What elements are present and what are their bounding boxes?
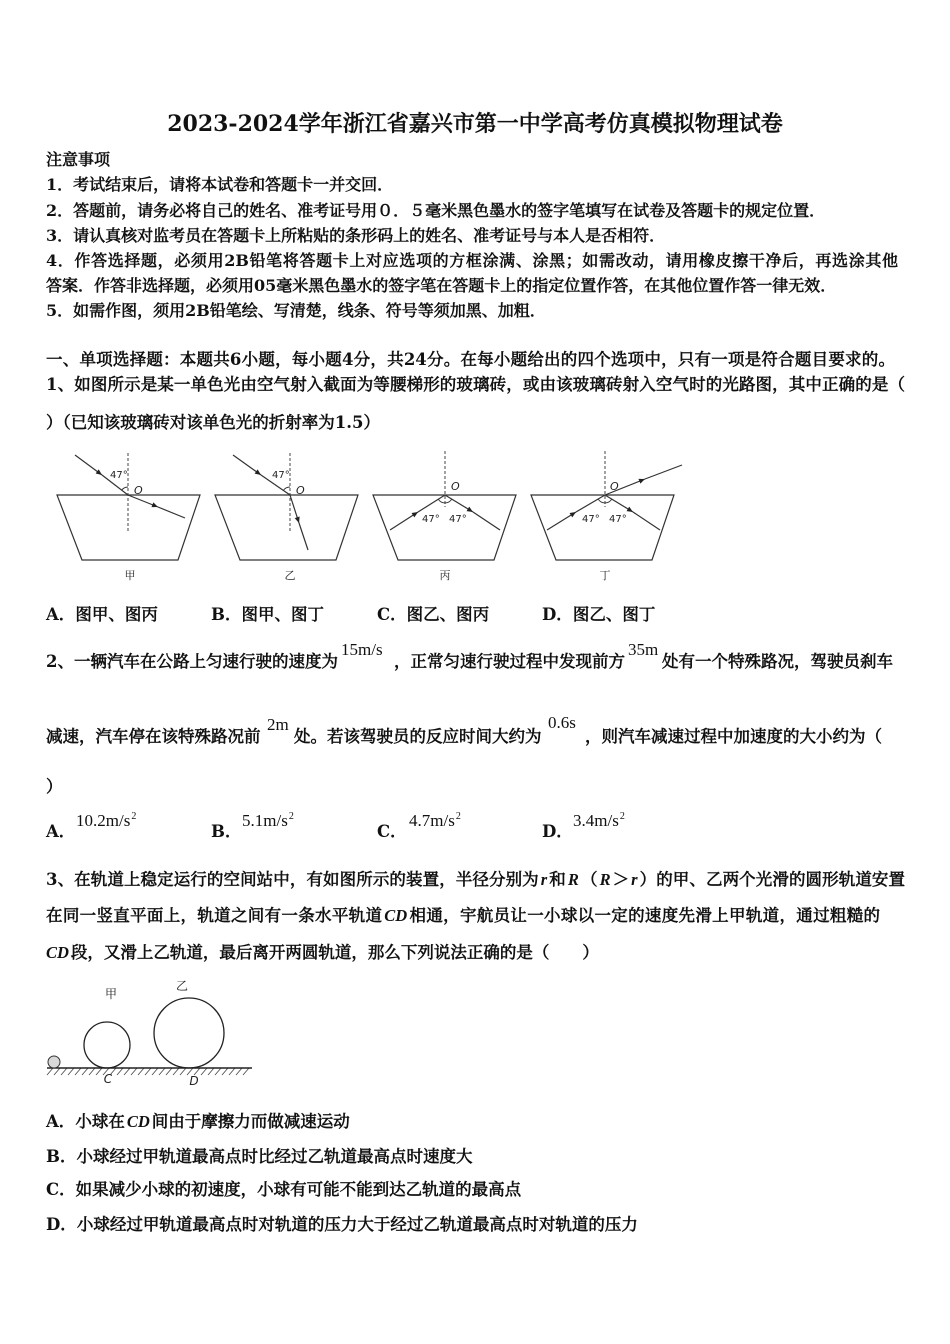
ray-arrowhead	[638, 479, 645, 484]
q2-option-b-key[interactable]: B．	[211, 822, 242, 841]
ground-hatch-mark	[131, 1068, 137, 1075]
angle-label: 47°	[272, 470, 290, 481]
q3-option-c[interactable]	[46, 1180, 521, 1200]
ray-arrowhead	[255, 469, 261, 475]
option-key: A．	[46, 605, 76, 624]
angle-label: 47°	[582, 514, 600, 525]
q2-line-2-text: 处。若该驾驶员的反应时间大约为	[294, 727, 542, 746]
q1-option-b[interactable]	[211, 605, 324, 625]
option-text: 图甲、图丙	[75, 605, 158, 624]
text-run: （	[580, 870, 598, 889]
q2-line-1-text: 2、一辆汽车在公路上匀速行驶的速度为	[46, 652, 338, 671]
refracted-ray	[645, 465, 682, 479]
ground-hatch-mark	[166, 1068, 172, 1075]
text-run: 和	[549, 870, 566, 889]
q2-line-1-text: 处有一个特殊路况，驾驶员刹车	[662, 652, 893, 671]
q2-option-d-value[interactable]	[573, 811, 625, 831]
q2-line-3-text: ）	[46, 777, 63, 796]
q2-line-2-text: ，则汽车减速过程中加速度的大小约为（	[585, 727, 882, 746]
figure-ding	[531, 451, 682, 560]
option-text: 小球经过甲轨道最高点时对轨道的压力大于经过乙轨道最高点时对轨道的压力	[76, 1215, 638, 1234]
option-exponent: 2	[288, 811, 294, 822]
q3-line-1	[46, 870, 905, 890]
ground-hatch-mark	[152, 1068, 158, 1075]
option-key: D．	[542, 605, 573, 624]
ground-hatch-mark	[54, 1068, 60, 1075]
figure-label-ding: 丁	[599, 569, 611, 582]
q2-option-a-value[interactable]	[76, 811, 136, 831]
segment-cd: CD	[46, 943, 69, 962]
figure-label-jia: 甲	[124, 569, 136, 582]
ground-hatch-mark	[124, 1068, 130, 1075]
variable-r: r	[631, 870, 638, 889]
ground-hatch-mark	[243, 1068, 249, 1075]
point-o-label: O	[296, 484, 305, 497]
q1-figure	[50, 445, 690, 590]
q2-option-b-value[interactable]	[242, 811, 294, 831]
angle-arc	[122, 487, 128, 490]
refracted-ray	[299, 523, 308, 550]
option-key: D．	[46, 1215, 77, 1234]
figure-label-yi: 乙	[284, 569, 296, 582]
small-circular-track	[84, 1022, 130, 1068]
incident-ray	[418, 495, 445, 512]
q2-speed-value: 15m/s	[341, 640, 383, 659]
angle-label: 47°	[110, 470, 128, 481]
ray-arrowhead	[295, 516, 300, 523]
option-exponent: 2	[131, 811, 137, 822]
figure-label-bing: 丙	[439, 569, 451, 582]
ground-hatch-mark	[180, 1068, 186, 1075]
small-track-label: 甲	[104, 987, 118, 1001]
q2-option-a-key[interactable]: A．	[46, 822, 76, 841]
incident-ray	[576, 495, 605, 512]
angle-label: 47°	[609, 514, 627, 525]
option-key: B．	[211, 605, 242, 624]
notice-line-4a: 4．作答选择题，必须用2B铅笔将答题卡上对应选项的方框涂满、涂黑；如需改动，请用橡皮擦干净后，再选涂其他	[46, 251, 898, 270]
ray-arrowhead	[412, 512, 418, 517]
q3-line-2	[46, 906, 880, 926]
option-text: 如果减少小球的初速度，小球有可能不能到达乙轨道的最高点	[75, 1180, 522, 1199]
option-text: 小球经过甲轨道最高点时比经过乙轨道最高点时速度大	[76, 1147, 473, 1166]
q3-figure	[40, 970, 260, 1090]
option-value: 5.1m/s	[242, 811, 288, 830]
point-o-label: O	[134, 484, 143, 497]
point-o-label: O	[451, 480, 460, 493]
q2-line-2-text: 减速，汽车停在该特殊路况前	[46, 727, 261, 746]
variable-r: r	[540, 870, 548, 889]
q2-line-1-text: ，正常匀速行驶过程中发现前方	[394, 652, 625, 671]
option-key: C．	[377, 605, 407, 624]
page-title: 2023-2024学年浙江省嘉兴市第一中学高考仿真模拟物理试卷	[167, 111, 783, 137]
q2-option-c-key[interactable]: C．	[377, 822, 407, 841]
ground-hatch-mark	[117, 1068, 123, 1075]
q2-reaction-time-value: 0.6s	[548, 713, 576, 732]
large-track-label: 乙	[175, 979, 189, 993]
angle-arc	[283, 487, 290, 490]
q1-option-c[interactable]	[377, 605, 489, 625]
variable-R: R	[599, 870, 611, 889]
ground-hatch-mark	[173, 1068, 179, 1075]
ray-arrowhead	[570, 512, 576, 517]
notice-line-5: 5．如需作图，须用2B铅笔绘、写清楚，线条、符号等须加黑、加粗．	[46, 301, 546, 320]
ground-hatch-mark	[61, 1068, 67, 1075]
point-o-label: O	[610, 480, 619, 493]
ground-hatch-mark	[159, 1068, 165, 1075]
option-key: B．	[46, 1147, 77, 1166]
option-text: 间由于摩擦力而做减速运动	[151, 1112, 350, 1131]
option-text: 图甲、图丁	[241, 605, 324, 624]
ground-hatch-mark	[229, 1068, 235, 1075]
refracted-ray	[158, 507, 185, 518]
text-run: ）的甲、乙两个光滑的圆形轨道安置	[639, 870, 906, 889]
option-exponent: 2	[619, 811, 625, 822]
ground-hatch-mark	[96, 1068, 102, 1075]
q3-option-a[interactable]	[46, 1112, 350, 1132]
segment-cd: CD	[126, 1112, 150, 1131]
option-text: 图乙、图丁	[572, 605, 656, 624]
ground-hatch-mark	[47, 1068, 53, 1075]
ground-hatch-mark	[68, 1068, 74, 1075]
q3-option-b[interactable]	[46, 1147, 472, 1167]
variable-R: R	[567, 870, 579, 889]
option-text: 小球在	[75, 1112, 125, 1131]
notice-line-4b: 答案．作答非选择题，必须用05毫米黑色墨水的签字笔在答题卡上的指定位置作答，在其他位置作答一律无效．	[46, 276, 837, 295]
option-value: 10.2m/s	[76, 811, 131, 830]
glass-trapezoid	[531, 495, 674, 560]
ground-hatch-mark	[201, 1068, 207, 1075]
ball	[48, 1056, 60, 1068]
ground-hatch-mark	[138, 1068, 144, 1075]
q1-option-d[interactable]	[542, 605, 655, 625]
ray-arrowhead	[96, 469, 102, 475]
q2-distance-value: 35m	[628, 640, 659, 659]
text-run: 段，又滑上乙轨道，最后离开两圆轨道，那么下列说法正确的是（ ）	[70, 943, 599, 962]
glass-trapezoid	[57, 495, 200, 560]
glass-trapezoid	[215, 495, 358, 560]
ground-hatching	[47, 1068, 249, 1075]
option-value: 3.4m/s	[573, 811, 619, 830]
large-circular-track	[154, 998, 224, 1068]
reflected-ray	[633, 512, 660, 530]
figure-jia	[57, 453, 200, 560]
q1-option-a[interactable]	[46, 605, 158, 625]
text-run: 相通，宇航员让一小球以一定的速度先滑上甲轨道，通过粗糙的	[409, 906, 881, 925]
text-run: ＞	[612, 870, 630, 889]
text-run: 3、在轨道上稳定运行的空间站中，有如图所示的装置，半径分别为	[46, 870, 539, 889]
text-run: 在同一竖直平面上，轨道之间有一条水平轨道	[46, 906, 383, 925]
reflected-ray	[473, 512, 500, 530]
option-exponent: 2	[455, 811, 461, 822]
option-key: A．	[46, 1112, 76, 1131]
q2-option-d-key[interactable]: D．	[542, 822, 573, 841]
figure-bing	[373, 451, 516, 560]
ground-hatch-mark	[82, 1068, 88, 1075]
q2-option-c-value[interactable]	[409, 811, 461, 831]
q2-stop-distance-value: 2m	[267, 715, 289, 734]
ground-hatch-mark	[208, 1068, 214, 1075]
ground-hatch-mark	[145, 1068, 151, 1075]
point-c-label: C	[103, 1072, 113, 1086]
notice-line-3: 3．请认真核对监考员在答题卡上所粘贴的条形码上的姓名、准考证号与本人是否相符．	[46, 226, 666, 245]
section-heading: 一、单项选择题：本题共6小题，每小题4分，共24分。在每小题给出的四个选项中，只有一项是符合题目要求的。	[46, 350, 895, 369]
q1-line-2: ）（已知该玻璃砖对该单色光的折射率为1.5）	[46, 413, 380, 432]
angle-label: 47°	[449, 514, 467, 525]
option-value: 4.7m/s	[409, 811, 455, 830]
option-text: 图乙、图丙	[406, 605, 490, 624]
notice-line-1: 1．考试结束后，请将本试卷和答题卡一并交回．	[46, 175, 394, 194]
option-key: C．	[46, 1180, 76, 1199]
ground-hatch-mark	[215, 1068, 221, 1075]
notice-line-2: 2．答题前，请务必将自己的姓名、准考证号用０．５毫米黑色墨水的签字笔填写在试卷及答题卡的规定位置．	[46, 201, 826, 220]
q3-option-d[interactable]	[46, 1215, 638, 1235]
q1-line-1: 1、如图所示是某一单色光由空气射入截面为等腰梯形的玻璃砖，或由该玻璃砖射入空气时的光路图，其中正确的是（	[46, 375, 905, 394]
ground-hatch-mark	[75, 1068, 81, 1075]
notice-heading: 注意事项	[46, 150, 111, 169]
q3-line-3	[46, 943, 599, 963]
ray-arrowhead	[151, 502, 158, 507]
segment-cd: CD	[384, 906, 408, 925]
point-d-label: D	[189, 1074, 199, 1088]
ground-hatch-mark	[236, 1068, 242, 1075]
ground-hatch-mark	[222, 1068, 228, 1075]
angle-label: 47°	[422, 514, 440, 525]
ground-hatch-mark	[89, 1068, 95, 1075]
